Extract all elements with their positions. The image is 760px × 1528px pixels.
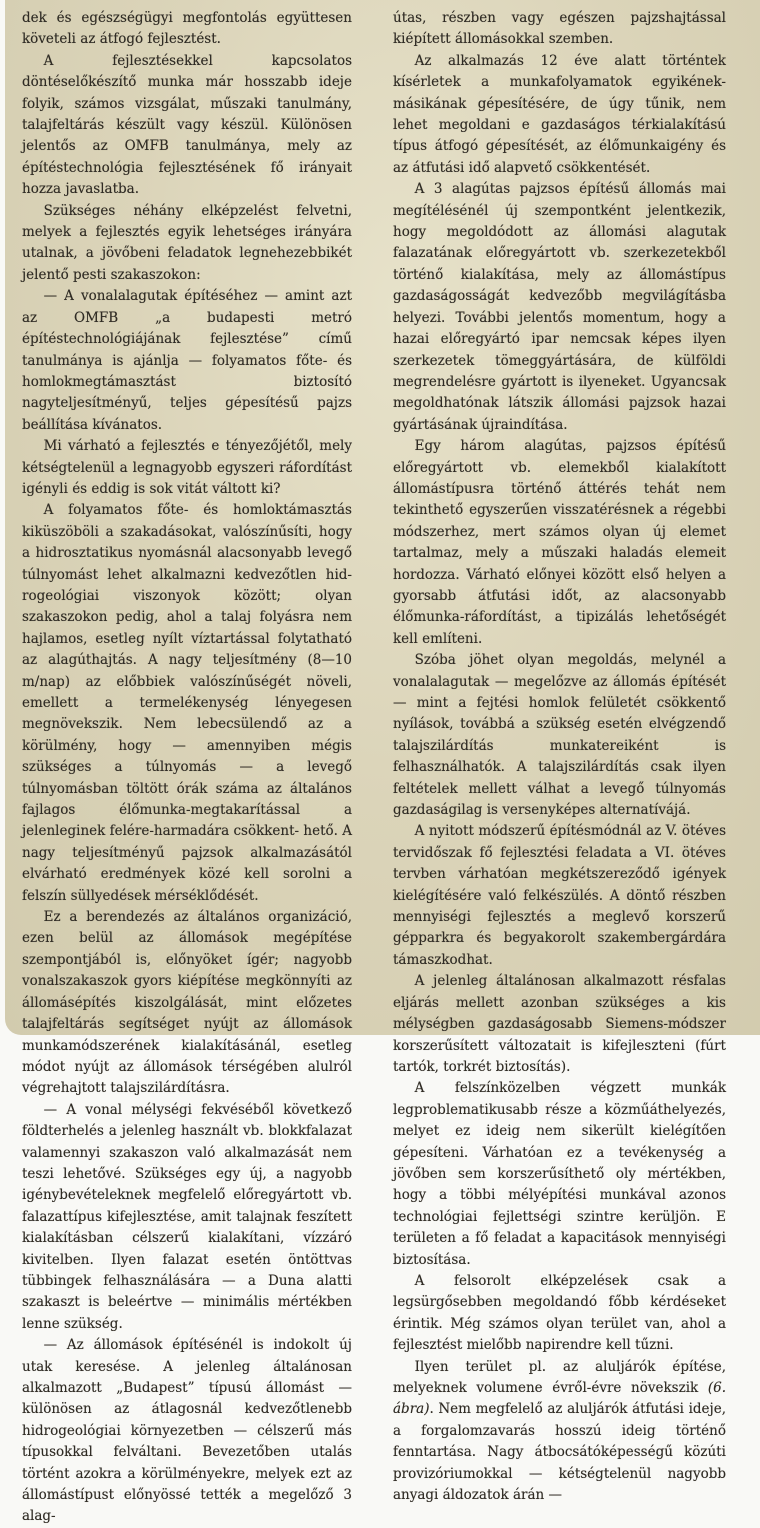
paragraph: Az alkalmazás 12 éve alatt történtek kísérletek a munkafolyamatok egyikének-másikának gépesítésére, de úgy tűnik, nem lehet megoldani e gazdaságos térkialakítású típus átfogó gépesítését, az élőmunkaigény és az átfutási idő alapvető csökkentését. bbox=[393, 52, 726, 176]
left-column bbox=[22, 8, 352, 1528]
paragraph: Szóba jöhet olyan megoldás, melynél a vonalalagutak — megelőzve az állomás építését — mint a fejtési homlok felületét csökkentő nyílások, továbbá a szükség esetén elvégzendő talajszilárdítás munkatereiként is felhasználhatók. A talajszilárdítás csak ilyen feltételek mellett válhat a levegő túlnyomás gazdaságilag is versenyképes alternatívájá. bbox=[393, 652, 726, 819]
page-content bbox=[5, 0, 760, 1528]
paragraph: A felsorolt elképzelések csak a legsürgősebben megoldandó főbb kérdéseket érintik. Még számos olyan terület van, ahol a fejlesztést mielőbb napirendre kell tűzni. bbox=[393, 1272, 726, 1354]
paragraph: A jelenleg általánosan alkalmazott résfalas eljárás mellett azonban szükséges a kis mélységben gazdaságosabb Siemens-módszer korszerűsített változatait is kifejleszteni (fúrt tartók, torkrét biztosítás). bbox=[393, 973, 726, 1075]
paragraph-text: . Nem megfelelő az aluljárók átfutási ideje, a forgalomzavarás hosszú ideig történő fenntartása. Nagy átbocsátóképességű közúti provizóriumokkal — kétségtelenül nagyobb anyagi áldozatok árán — bbox=[393, 1401, 726, 1504]
paragraph: — Az állomások építésénél is indokolt új utak keresése. A jelenleg általánosan alkalmazott „Budapest” típusú állomást — különösen az átlagosnál kedvezőtlenebb hidrogeológiai környezetben — célszerű más típusokkal felváltani. Bevezetőben utalás történt azokra a körülményekre, melyek ezt az állomástípust előnyössé tették a megelőző 3 alag- bbox=[22, 1337, 352, 1525]
paragraph: dek és egészségügyi megfontolás együttesen követeli az átfogó fejlesztést. bbox=[22, 10, 352, 48]
paragraph: — A vonalalagutak építéséhez — amint azt az OMFB „a budapesti metró építéstechnológiájának fejlesztése” című tanulmánya is ajánlja — folyamatos főte- és homlokmegtámasztást biztosító nagyteljesítményű, teljes gépesítésű pajzs beállítása kívánatos. bbox=[22, 288, 352, 433]
paragraph: A nyitott módszerű építésmódnál az V. ötéves tervidőszak fő fejlesztési feladata a VI. ötéves tervben várhatóan megkétszereződő igények kielégítésére való felkészülés. A döntő részben mennyiségi fejlesztés a meglevő korszerű gépparkra és begyakorolt szakembergárdára támaszkodhat. bbox=[393, 823, 726, 968]
paragraph: útas, részben vagy egészen pajzshajtással kiépített állomásokkal szemben. bbox=[393, 10, 726, 48]
paragraph: — A vonal mélységi fekvéséből következő földterhelés a jelenleg használt vb. blokkfalazat valamennyi szakaszon való alkalmazását nem teszi lehetővé. Szükséges egy új, a nagyobb igénybevételeknek megfelelő előregyártott vb. falazattípus kifejlesztése, amit talajnak feszített kialakításban célszerű kialakítani, vízzáró kivitelben. Ilyen falazat esetén öntöttvas tübbingek felhasználására — a Duna alatti szakaszt is beleértve — minimális mértékben lenne szükség. bbox=[22, 1101, 352, 1332]
paragraph bbox=[393, 1357, 726, 1507]
paragraph-text: Ilyen terület pl. az aluljárók építése, melyeknek volumene évről-évre növekszik bbox=[393, 1358, 726, 1396]
paragraph: A felszínközelben végzett munkák legproblematikusabb része a közműáthelyezés, melyet ez ideig nem sikerült kielégítően gépesíteni. Várhatóan ez a tevékenység a jövőben sem korszerűsíthető oly mértékben, hogy a többi mélyépítési munkával azonos technológiai fejlettségi szintre kerüljön. E területen a fő feladat a kapacitások mennyiségi biztosítása. bbox=[393, 1080, 726, 1268]
page-paper bbox=[5, 0, 760, 1525]
right-column bbox=[393, 8, 726, 1528]
paragraph: A 3 alagútas pajzsos építésű állomás mai megítélésénél új szempontként jelentkezik, hogy megoldódott az állomási alagutak falazatának előregyártott vb. szerkezetekből történő kialakítása, mely az állomástípus gazdaságosságát kedvezőbb megvilágításba helyezi. További jelentős momentum, hogy a hazai előregyártó ipar nemcsak képes ilyen szerkezetek tömeggyártására, de külföldi megrendelésre gyártott is ilyeneket. Ugyancsak megoldhatónak látszik állomási pajzsok hazai gyártásának újraindítása. bbox=[393, 181, 726, 433]
paragraph: Szükséges néhány elképzelést felvetni, melyek a fejlesztés egyik lehetséges irányára utalnak, a jövőbeni feladatok legnehezebbikét jelentő pesti szakaszokon: bbox=[22, 202, 352, 283]
paragraph: Ez a berendezés az általános organizáció, ezen belül az állomások megépítése szempontjából is, előnyöket ígér; nagyobb vonalszakaszok gyors kiépítése megkönnyíti az állomásépítés kiszolgálását, mint előzetes talajfeltárás segítséget nyújt az állomások munkamódszerének kialakításánál, esetleg módot nyújt az állomások térségében alulról végrehajtott talajszilárdításra. bbox=[22, 909, 352, 1097]
paragraph: A fejlesztésekkel kapcsolatos döntéselőkészítő munka már hosszabb ideje folyik, számos vizsgálat, műszaki tanulmány, talajfeltárás készült vagy készül. Különösen jelentős az OMFB tanulmánya, mely az építéstechnológia fejlesztésének fő irányait hozza javaslatba. bbox=[22, 52, 352, 198]
paragraph: A folyamatos főte- és homloktámasztás kiküszöböli a szakadásokat, valószínűsíti, hogy a hidrosztatikus nyomásnál alacsonyabb levegő túlnyomást lehet alkalmazni kedvezőtlen hid-rogeológiai viszonyok között; olyan szakaszokon pedig, ahol a talaj folyásra nem hajlamos, esetleg nyílt víztartással folytatható az alagúthajtás. A nagy teljesítmény (8—10 m/nap) az előbbiek valószínűségét növeli, emellett a termelékenység lényegesen megnövekszik. Nem lebecsülendő az a körülmény, hogy — amennyiben mégis szükséges a túlnyomás — a levegő túlnyomásban töltött órák száma az általános fajlagos élőmunka-megtakarítással a jelenleginek felére-harmadára csökkent- hető. A nagy teljesítményű pajzsok alkalmazásától elvárható eredmények közé kell sorolni a felszín süllyedések mérséklődését. bbox=[22, 502, 352, 904]
paragraph: Egy három alagútas, pajzsos építésű előregyártott vb. elemekből kialakított állomástípusra történő áttérés tehát nem tekinthető egyszerűen visszatérésnek a régebbi módszerhez, mert számos olyan új elemet tartalmaz, mely a műszaki haladás elemeit hordozza. Várható előnyei között első helyen a gyorsabb átfutási időt, az alacsonyabb élőmunka-ráfordítást, a tipizálás lehetőségét kell említeni. bbox=[393, 438, 726, 647]
figure-reference: (6. ábra) bbox=[393, 1380, 726, 1418]
paragraph: Mi várható a fejlesztés e tényezőjétől, mely kétségtelenül a legnagyobb egyszeri ráfordítást igényli és eddig is sok vitát váltott ki? bbox=[22, 438, 352, 497]
